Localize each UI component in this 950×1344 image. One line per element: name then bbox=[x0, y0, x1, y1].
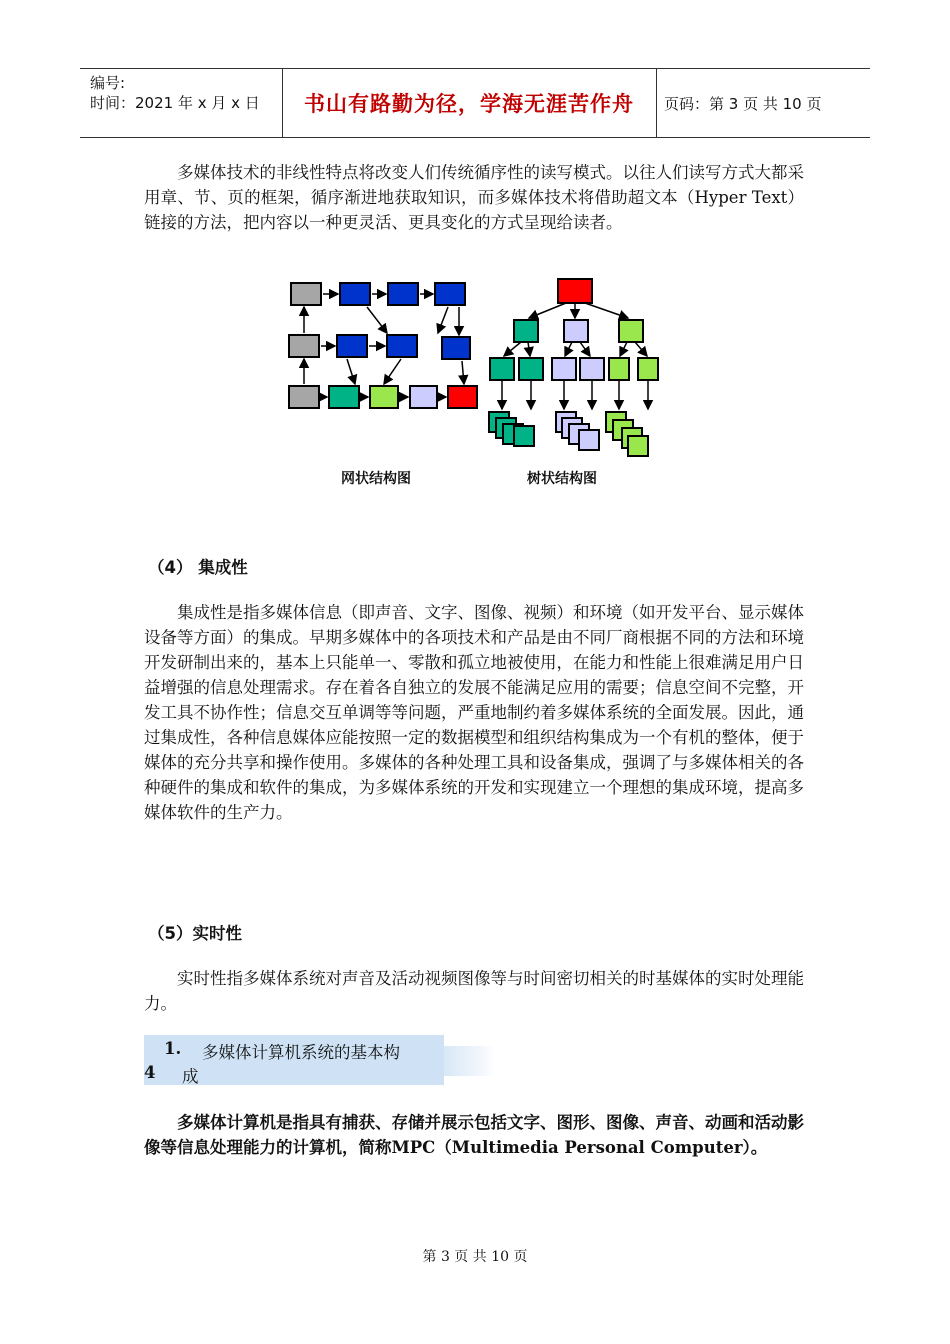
section-title-line1: 多媒体计算机系统的基本构 bbox=[202, 1043, 400, 1062]
time-label: 时间：2021 年 x 月 x 日 bbox=[90, 94, 260, 112]
net-node bbox=[388, 283, 418, 305]
tree-node bbox=[552, 358, 576, 380]
tree-node bbox=[580, 358, 604, 380]
net-node bbox=[442, 337, 470, 359]
section-number-line1: 1. bbox=[164, 1039, 182, 1058]
section4-paragraph: 集成性是指多媒体信息（即声音、文字、图像、视频）和环境（如开发平台、显示媒体设备等方面）的集成。早期多媒体中的各项技术和产品是由不同厂商根据不同的方法和环境开发研制出来的，基本上只能单一、零散和孤立地被使用，在能力和性能上很难满足用户日益增强的信息处理需求。存在着各自独立的发展不能满足应用的需要；信息空间不完整，开发工具不协作性；信息交互单调等等问题，严重地制约着多媒体系统的全面发展。因此，通过集成性，各种信息媒体应能按照一定的数据模型和组织结构集成为一个有机的整体，便于媒体的充分共享和操作使用。多媒体的各种处理工具和设备集成，强调了与多媒体相关的各种硬件的集成和软件的集成，为多媒体系统的开发和实现建立一个理想的集成环境，提高多媒体软件的生产力。 bbox=[144, 603, 804, 822]
tree-leaf bbox=[514, 426, 534, 446]
header-page-info: 页码：第 3 页 共 10 页 bbox=[664, 94, 822, 113]
tree-node bbox=[619, 320, 643, 342]
tree-arrows bbox=[502, 303, 648, 409]
section-title-line2: 成 bbox=[182, 1067, 199, 1086]
section4-heading: （4） 集成性 bbox=[148, 558, 248, 577]
section-1-4-heading bbox=[144, 1035, 444, 1085]
tree-root-node bbox=[558, 279, 592, 303]
net-node bbox=[289, 386, 319, 408]
tree-leaf bbox=[579, 430, 599, 450]
header-left bbox=[90, 73, 260, 113]
net-node bbox=[291, 283, 321, 305]
net-structure-caption: 网状结构图 bbox=[341, 471, 411, 487]
intro-paragraph: 多媒体技术的非线性特点将改变人们传统循序性的读写模式。以往人们读写方式大都采用章、节、页的框架，循序渐进地获取知识，而多媒体技术将借助超文本（Hyper Text）链接的方法，把内容以一种更灵活、更具变化的方式呈现给读者。 bbox=[144, 163, 804, 232]
net-node bbox=[289, 335, 319, 357]
header-motto: 书山有路勤为径，学海无涯苦作舟 bbox=[304, 92, 634, 116]
tree-node bbox=[514, 320, 538, 342]
tree-structure-diagram bbox=[489, 279, 658, 456]
mpc-paragraph: 多媒体计算机是指具有捕获、存储并展示包括文字、图形、图像、声音、动画和活动影像等信息处理能力的计算机，简称MPC（Multimedia Personal Computer）。 bbox=[144, 1113, 804, 1157]
tree-leaf bbox=[628, 436, 648, 456]
tree-structure-caption: 树状结构图 bbox=[527, 471, 597, 487]
tree-node bbox=[564, 320, 588, 342]
section-number-line2: 4 bbox=[144, 1063, 156, 1082]
net-node bbox=[370, 386, 398, 408]
section5-paragraph: 实时性指多媒体系统对声音及活动视频图像等与时间密切相关的时基媒体的实时处理能力。 bbox=[144, 969, 804, 1013]
net-node bbox=[410, 386, 437, 408]
structure-figure bbox=[283, 275, 683, 495]
net-node bbox=[435, 283, 465, 305]
tree-node bbox=[490, 358, 514, 380]
net-node bbox=[340, 283, 370, 305]
net-node bbox=[448, 386, 477, 408]
net-arrows bbox=[304, 294, 464, 397]
tree-node bbox=[519, 358, 543, 380]
net-node bbox=[329, 386, 359, 408]
net-node bbox=[387, 335, 417, 357]
net-node bbox=[337, 335, 367, 357]
section5-heading: （5）实时性 bbox=[148, 924, 242, 943]
tree-node bbox=[609, 358, 629, 380]
page-header bbox=[80, 68, 870, 138]
header-divider bbox=[656, 69, 657, 137]
page-footer: 第 3 页 共 10 页 bbox=[422, 1249, 528, 1265]
number-label: 编号: bbox=[90, 74, 126, 92]
section-heading-fade bbox=[444, 1046, 496, 1076]
tree-node bbox=[638, 358, 658, 380]
